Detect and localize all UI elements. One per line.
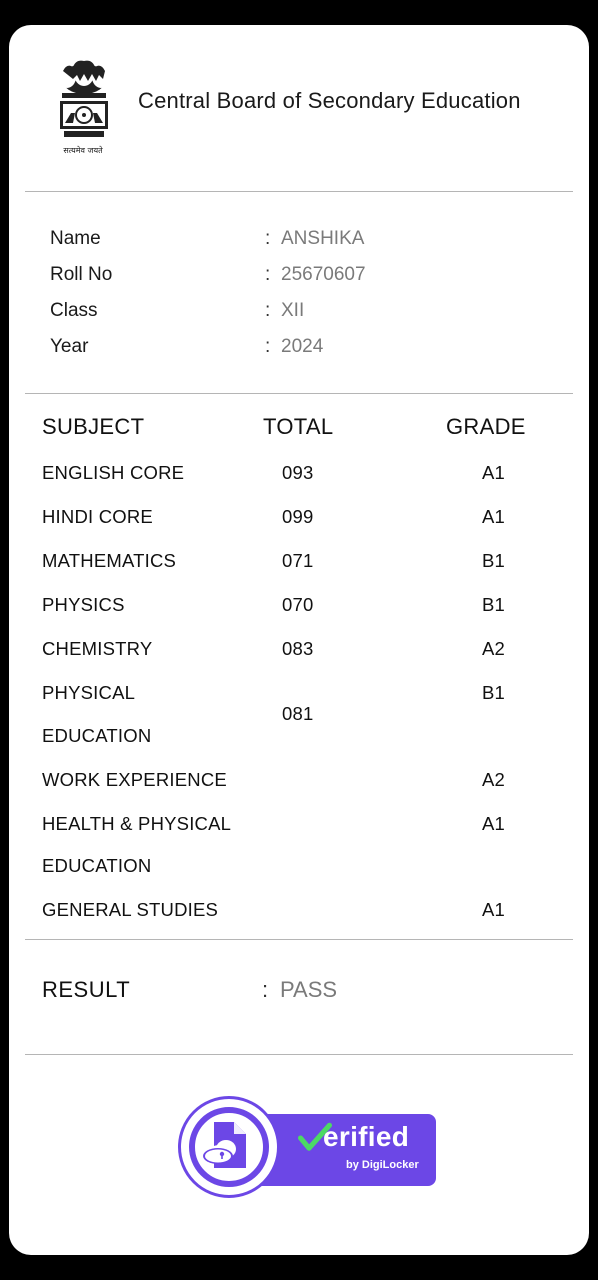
info-colon: :: [265, 336, 271, 357]
column-header-total: TOTAL: [263, 414, 334, 439]
subject-cell: ENGLISH CORE: [42, 462, 185, 483]
info-value: 25670607: [281, 264, 366, 285]
total-cell: 081: [282, 703, 314, 724]
total-cell: 083: [282, 638, 314, 659]
info-label: Year: [50, 336, 89, 357]
emblem-motto: सत्यमेव जयते: [63, 146, 103, 155]
subject-cell: HEALTH & PHYSICAL: [42, 813, 232, 834]
subject-cell: HINDI CORE: [42, 506, 153, 527]
info-colon: :: [265, 300, 271, 321]
total-cell: 099: [282, 506, 314, 527]
grade-cell: A1: [482, 813, 506, 834]
subject-cell: MATHEMATICS: [42, 550, 177, 571]
grade-cell: A1: [482, 899, 506, 920]
info-value: ANSHIKA: [281, 228, 365, 249]
header-divider: [25, 191, 573, 192]
column-header-subject: SUBJECT: [42, 414, 145, 439]
verified-text: erified: [323, 1121, 410, 1152]
info-value: XII: [281, 300, 305, 321]
subject-cell: CHEMISTRY: [42, 638, 153, 659]
info-colon: :: [265, 228, 271, 249]
grade-cell: A2: [482, 769, 506, 790]
result-card: [9, 25, 589, 1255]
board-title: Central Board of Secondary Education: [138, 88, 521, 113]
info-label: Name: [50, 228, 101, 249]
total-cell: 071: [282, 550, 314, 571]
marks-divider: [25, 939, 573, 940]
subject-cell: WORK EXPERIENCE: [42, 769, 227, 790]
grade-cell: B1: [482, 550, 506, 571]
result-colon: :: [262, 977, 269, 1002]
result-label: RESULT: [42, 977, 131, 1002]
document-cloud-lock-icon: [198, 1116, 258, 1176]
subject-cell: GENERAL STUDIES: [42, 899, 219, 920]
total-cell: 070: [282, 594, 314, 615]
by-digilocker-text: by DigiLocker: [346, 1159, 419, 1171]
grade-cell: B1: [482, 594, 506, 615]
info-value: 2024: [281, 336, 324, 357]
subject-cell: PHYSICS: [42, 594, 125, 615]
grade-cell: A1: [482, 506, 506, 527]
subject-cell-continued: EDUCATION: [42, 725, 152, 746]
subject-cell: PHYSICAL: [42, 682, 136, 703]
verified-by-digilocker-badge: [178, 1096, 438, 1204]
column-header-grade: GRADE: [446, 414, 526, 439]
info-divider: [25, 393, 573, 394]
info-label: Class: [50, 300, 98, 321]
subject-cell-continued: EDUCATION: [42, 855, 152, 876]
grade-cell: B1: [482, 682, 506, 703]
info-colon: :: [265, 264, 271, 285]
result-divider: [25, 1054, 573, 1055]
grade-cell: A2: [482, 638, 506, 659]
result-value: PASS: [280, 977, 338, 1002]
grade-cell: A1: [482, 462, 506, 483]
total-cell: 093: [282, 462, 314, 483]
info-label: Roll No: [50, 264, 113, 285]
